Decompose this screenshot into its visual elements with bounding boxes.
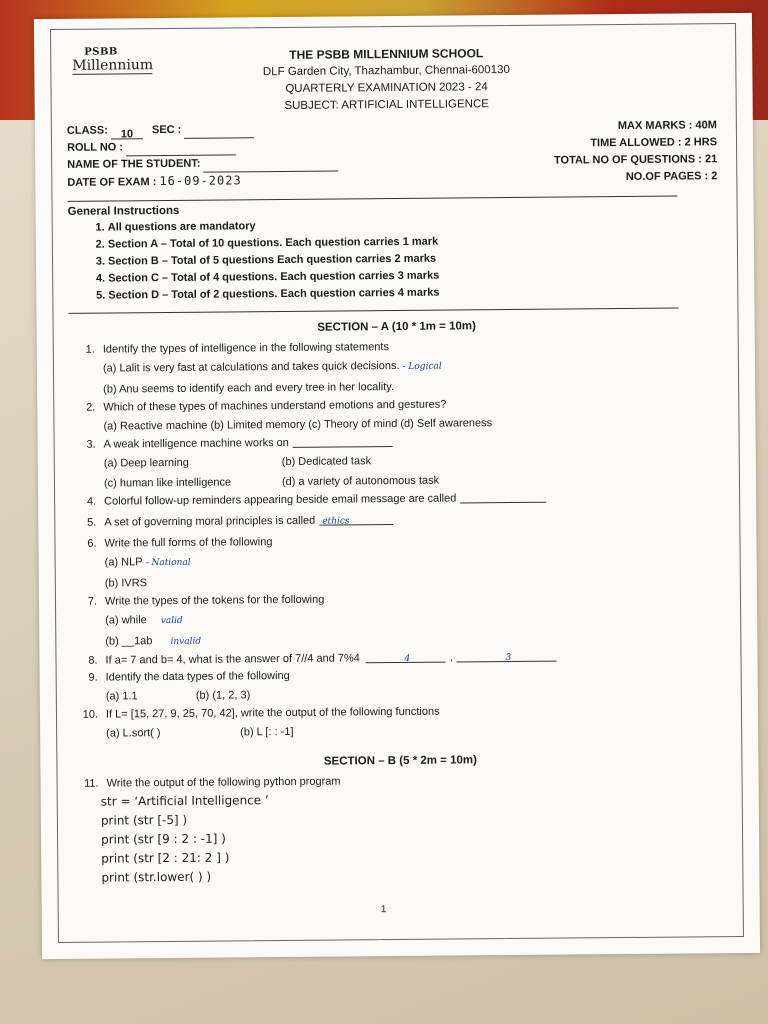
no-of-pages: NO.OF PAGES : 2 xyxy=(625,170,718,183)
max-marks: MAX MARKS : 40M xyxy=(617,119,717,133)
option-row: (a) L.sort( ) (b) L [: : -1] xyxy=(106,725,294,740)
exam-subject: SUBJECT: ARTIFICIAL INTELLIGENCE xyxy=(284,98,489,112)
question-8: 8. If a= 7 and b= 4, what is the answer of 7//4 and 7%4 4 , 3 xyxy=(71,647,727,670)
total-questions: TOTAL NO OF QUESTIONS : 21 xyxy=(553,153,718,167)
exam-paper xyxy=(34,13,760,959)
question-1: 1. Identify the types of intelligence in the following statements xyxy=(85,341,390,356)
option: (a) Reactive machine (b) Limited memory (c) Theory of mind (d) Self awareness xyxy=(103,417,493,433)
option-row: (a) 1.1 (b) (1, 2, 3) xyxy=(105,689,251,703)
option: (b) IVRS xyxy=(104,577,148,590)
roll-field[interactable] xyxy=(126,142,236,156)
question-10: 10. If L= [15, 27, 9, 25, 70, 42], write the output of the following functions xyxy=(82,705,440,721)
question-11: 11. Write the output of the following python program xyxy=(84,775,341,790)
class-field[interactable]: 10 xyxy=(111,126,143,139)
question-2: 2. Which of these types of machines understand emotions and gestures? xyxy=(86,398,447,414)
instruction-item: 4. Section C – Total of 4 questions. Each question carries 3 marks xyxy=(108,265,724,287)
paper-content xyxy=(66,35,729,888)
divider xyxy=(68,308,678,314)
name-field[interactable] xyxy=(203,158,338,172)
exam-name: QUARTERLY EXAMINATION 2023 - 24 xyxy=(285,81,488,95)
question-3: 3. A weak intelligence machine works on xyxy=(70,431,726,454)
handwritten-note: - Logical xyxy=(402,361,442,372)
instructions-list xyxy=(68,214,725,305)
option: (b) __1ab invalid xyxy=(105,635,202,648)
answer-blank[interactable] xyxy=(460,490,546,504)
info-right xyxy=(554,117,718,186)
sec-field[interactable] xyxy=(184,125,254,139)
question-6: 6. Write the full forms of the following xyxy=(87,536,273,550)
answer-blank[interactable]: 3 xyxy=(457,649,557,663)
roll-label: ROLL NO : xyxy=(66,141,124,154)
date-value: 16-09-2023 xyxy=(159,173,242,189)
time-allowed: TIME ALLOWED : 2 HRS xyxy=(590,136,718,150)
code-block xyxy=(73,787,730,888)
class-label: CLASS: xyxy=(66,124,108,137)
exam-header xyxy=(216,37,557,116)
instruction-item: 3. Section B – Total of 5 questions Each question carries 2 marks xyxy=(108,248,724,270)
school-logo: PSBB Millennium xyxy=(72,46,154,74)
section-b-title: SECTION – B (5 * 2m = 10m) xyxy=(323,754,477,768)
code-line: print (str [-5] ) xyxy=(100,812,188,828)
date-label: DATE OF EXAM : xyxy=(67,176,157,189)
instruction-item: 2. Section A – Total of 10 questions. Each question carries 1 mark xyxy=(108,231,724,253)
answer-blank[interactable]: ethics xyxy=(319,512,393,526)
option-row: (c) human like intelligence (d) a variety of autonomous task xyxy=(103,474,440,490)
instruction-item: 1. All questions are mandatory xyxy=(108,214,724,236)
option-row: (a) Deep learning (b) Dedicated task xyxy=(103,455,372,470)
option: (a) NLP - National xyxy=(104,556,191,569)
answer-blank[interactable]: 4 xyxy=(366,650,446,664)
answer-blank[interactable] xyxy=(293,434,393,448)
question-5: 5. A set of governing moral principles is called ethics xyxy=(70,509,726,532)
section-a-title: SECTION – A (10 * 1m = 10m) xyxy=(317,320,476,334)
code-line: print (str [9 : 2 : -1] ) xyxy=(101,831,226,847)
info-left xyxy=(67,121,339,192)
code-line: str = ‘Artificial Intelligence ’ xyxy=(100,793,269,809)
code-line: print (str [2 : 21: 2 ] ) xyxy=(101,850,230,866)
instruction-item: 5. Section D – Total of 2 questions. Each question carries 4 marks xyxy=(108,282,724,304)
student-info xyxy=(67,117,724,193)
handwritten-note: - National xyxy=(145,557,191,569)
option: (a) Lalit is very fast at calculations and takes quick decisions. - Logical xyxy=(102,359,442,375)
handwritten-note: valid xyxy=(160,615,183,627)
school-name: THE PSBB MILLENNIUM SCHOOL xyxy=(289,46,484,62)
name-label: NAME OF THE STUDENT: xyxy=(67,157,201,171)
question-7: 7. Write the types of the tokens for the following xyxy=(87,593,325,608)
option: (b) Anu seems to identify each and every tree in her locality. xyxy=(103,381,395,396)
instructions-title: General Instructions xyxy=(67,204,180,218)
sec-label: SEC : xyxy=(151,123,182,137)
page-number: 1 xyxy=(380,904,387,916)
school-address: DLF Garden City, Thazhambur, Chennai-600130 xyxy=(262,63,510,79)
option: (a) while valid xyxy=(105,614,183,627)
code-line: print (str.lower( ) ) xyxy=(101,869,212,885)
question-9: 9. Identify the data types of the following xyxy=(88,669,290,684)
handwritten-note: invalid xyxy=(170,636,202,647)
question-4: 4. Colorful follow-up reminders appearing beside email message are called xyxy=(70,488,726,511)
